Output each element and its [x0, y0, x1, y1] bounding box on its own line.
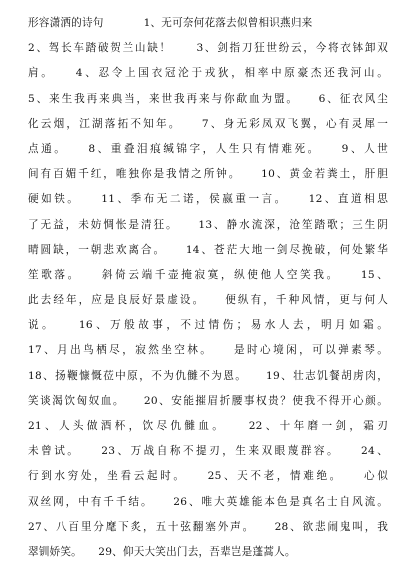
- document-title: 形容潇洒的诗句: [28, 17, 104, 29]
- text-line-2: 2、驾长车踏破贺兰山缺！ 3、剑指刀狂世纷云，今将衣钵卸双: [28, 42, 388, 55]
- text-line-10: 晴圆缺，一朝悲欢离合。 14、苍茫大地一剑尽挽破，何处繁华: [28, 243, 388, 256]
- text-line-20: 双丝网，中有千千结。 26、唯大英雄能本色是真名士自风流。: [28, 495, 388, 508]
- text-line-6: 点通。 8、重叠泪痕缄锦字，人生只有情难死。 9、人世: [28, 142, 388, 155]
- text-line-1: [28, 11, 388, 36]
- text-line-8: 硬如铁。 11、季布无二诺，侯嬴重一言。 12、直道相思: [28, 193, 388, 206]
- text-line-17: 21、人头做酒杯，饮尽仇雠血。 22、十年磨一剑，霜刃: [28, 420, 388, 432]
- text-line-5: 化云烟，江湖落拓不知年。 7、身无彩凤双飞翼，心有灵犀一: [28, 117, 388, 130]
- text-line-14: 17、月出鸟栖尽，寂然坐空林。 是时心境闲，可以弹素琴。: [28, 344, 388, 357]
- text-line-12: 此去经年，应是良辰好景虚设。 便纵有，千种风情，更与何人: [28, 294, 388, 307]
- text-line-7: 间有百媚千红，唯独你是我情之所钟。 10、黄金若粪土，肝胆: [28, 168, 388, 181]
- text-line-18: 未曾试。 23、万战自称不提刃，生来双眼蔑群容。 24、: [28, 445, 388, 458]
- text-line-22: 翠钏娇笑。 29、仰天大笑出门去，吾辈岂是蓬蒿人。: [28, 545, 296, 558]
- text-line-4: 5、来生我再来典当，来世我再来与你歃血为盟。 6、征衣风尘: [28, 92, 388, 105]
- text-line-13: 说。 16、万般故事，不过情伤；易水人去，明月如霜。: [28, 319, 388, 332]
- text-line-1-body: 1、无可奈何花落去似曾相识燕归来: [143, 17, 313, 29]
- text-line-19: 行到水穷处，坐看云起时。 25、天不老，情难绝。 心似: [28, 470, 388, 483]
- text-line-9: 了无益，未妨惆怅是清狂。 13、静水流深，沧笙踏歌；三生阴: [28, 218, 388, 231]
- text-line-21: 27、八百里分麾下炙，五十弦翻塞外声。 28、欲悲闹鬼叫，我: [28, 520, 388, 533]
- text-line-16: 笑谈渴饮匈奴血。 20、安能摧眉折腰事权贵？使我不得开心颜。: [28, 394, 388, 407]
- text-line-11: 笙歌落。 斜倚云端千壶掩寂寞，纵使他人空笑我。 15、: [28, 268, 388, 281]
- text-line-3: 肩。 4、忍令上国衣冠沦于戎狄，相率中原豪杰还我河山。: [28, 67, 388, 80]
- text-line-15: 18、扬鞭慷慨莅中原，不为仇雠不为恩。 19、壮志饥餐胡虏肉，: [28, 369, 388, 382]
